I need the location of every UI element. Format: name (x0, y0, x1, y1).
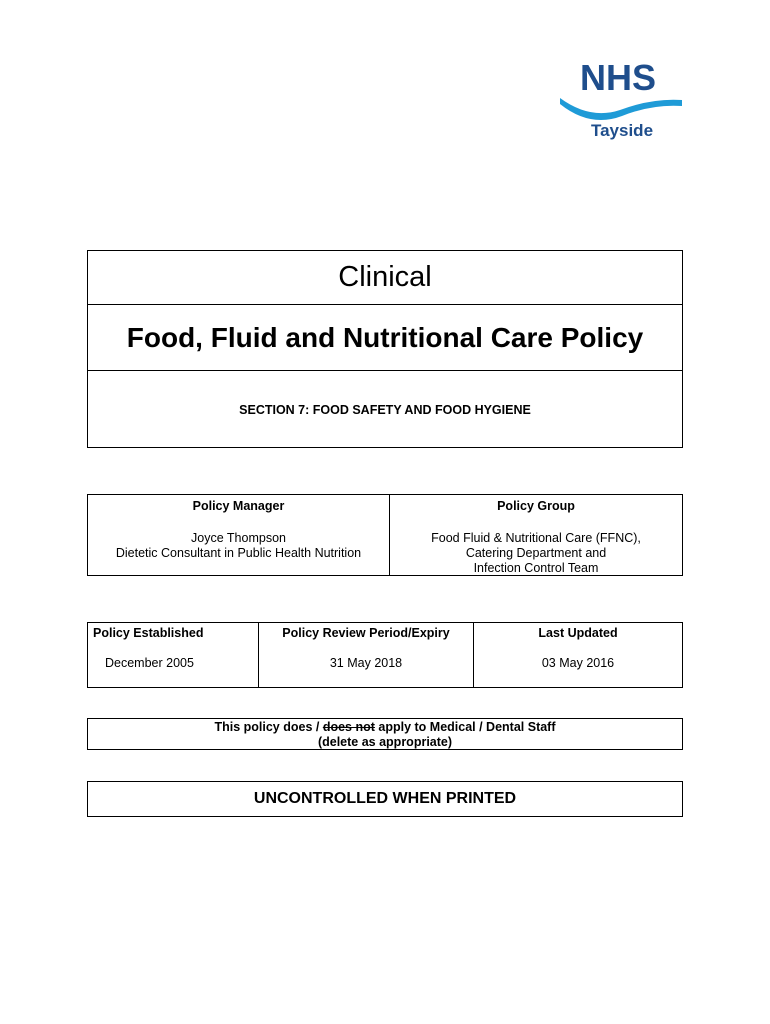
policy-manager-header: Policy Manager (192, 499, 285, 513)
policy-manager-name: Joyce Thompson (191, 531, 286, 545)
policy-manager-cell (88, 495, 390, 575)
policy-manager-table (87, 494, 683, 576)
nhs-tayside-logo (556, 60, 686, 142)
applicability-note: (delete as appropriate) (317, 735, 453, 749)
uncontrolled-notice: UNCONTROLLED WHEN PRINTED (87, 781, 683, 817)
established-header: Policy Established (93, 626, 204, 640)
section-title: SECTION 7: FOOD SAFETY AND FOOD HYGIENE (239, 403, 531, 417)
policy-group-header: Policy Group (497, 499, 575, 513)
updated-header: Last Updated (538, 626, 618, 640)
policy-group-line: Catering Department and (465, 546, 607, 560)
established-value: December 2005 (105, 656, 194, 670)
wave-shape (560, 98, 682, 120)
policy-title: Food, Fluid and Nutritional Care Policy (88, 305, 682, 371)
policy-group-line: Infection Control Team (473, 561, 599, 575)
policy-group-cell (390, 495, 682, 575)
applicability-prefix: This policy does / (214, 720, 323, 734)
policy-manager-role: Dietetic Consultant in Public Health Nutrition (115, 546, 362, 560)
applicability-box (87, 718, 683, 750)
title-box (87, 250, 683, 448)
established-cell (88, 623, 259, 687)
policy-category: Clinical (88, 251, 682, 305)
nhs-logo-graphic (556, 60, 686, 142)
policy-group-line: Food Fluid & Nutritional Care (FFNC), (431, 531, 641, 545)
applicability-struck-text: does not (322, 720, 375, 734)
review-value: 31 May 2018 (329, 656, 403, 670)
region-name: Tayside (590, 121, 654, 140)
review-header: Policy Review Period/Expiry (282, 626, 450, 640)
applicability-suffix: apply to Medical / Dental Staff (374, 720, 556, 734)
updated-cell (474, 623, 682, 687)
updated-value: 03 May 2016 (541, 656, 615, 670)
policy-dates-table (87, 622, 683, 688)
review-cell (259, 623, 474, 687)
nhs-wordmark: NHS (579, 60, 657, 98)
applicability-statement (88, 720, 682, 735)
